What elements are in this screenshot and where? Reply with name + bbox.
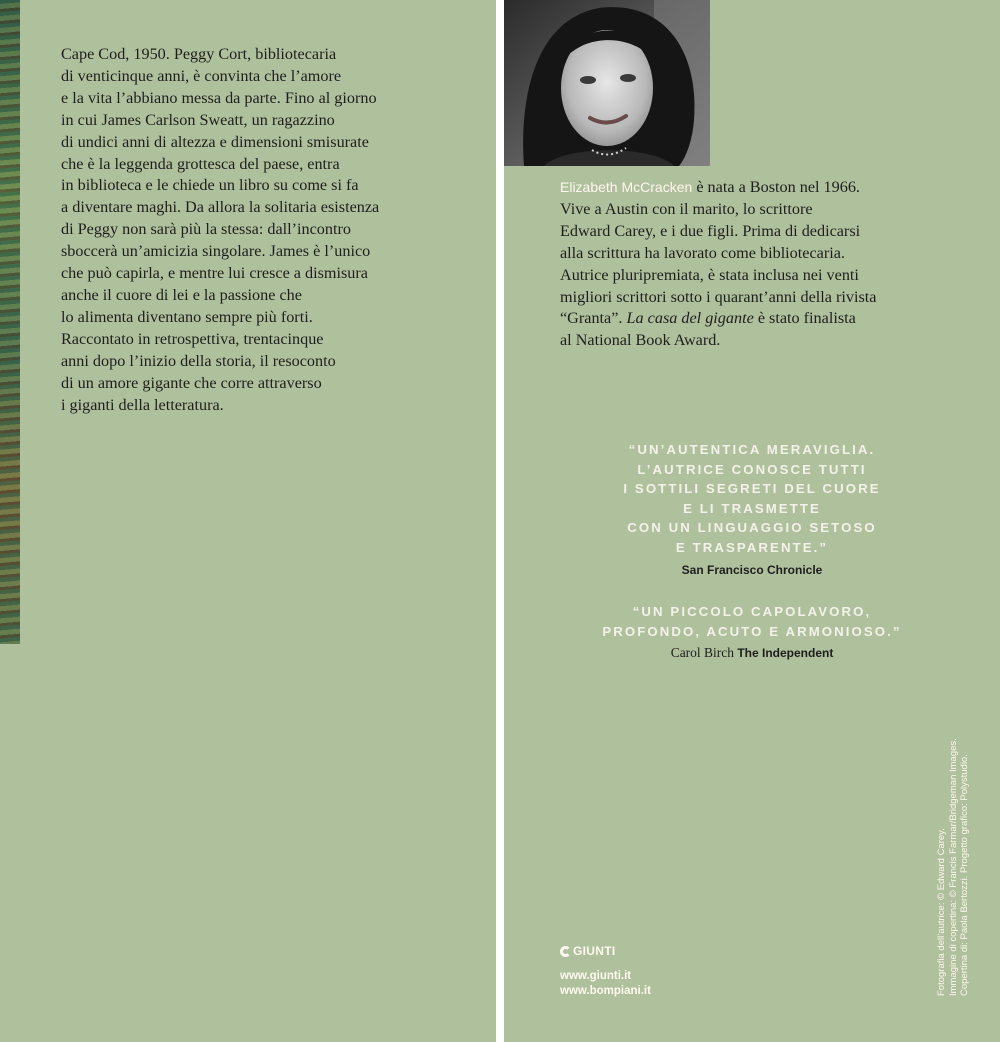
giunti-logo-icon xyxy=(560,946,571,957)
quote-line: CON UN LINGUAGGIO SETOSO xyxy=(627,520,877,536)
review-quote-2 xyxy=(562,602,942,663)
synopsis-line: in cui James Carlson Sweatt, un ragazzino xyxy=(61,110,335,129)
quote-line: E LI TRASMETTE xyxy=(683,500,821,516)
synopsis-text xyxy=(61,44,451,416)
quote-source-name: The Independent xyxy=(737,646,834,661)
cover-painting-strip xyxy=(0,0,20,644)
quote-line: L’AUTRICE CONOSCE TUTTI xyxy=(637,461,867,477)
quote-line: “UN PICCOLO CAPOLAVORO, xyxy=(632,604,872,619)
credit-line: Immagine di copertina: © Francis Farmar/Bridgeman Images. xyxy=(947,738,959,996)
bio-line: Vive a Austin con il marito, lo scrittore xyxy=(560,199,813,218)
quote-line: E TRASPARENTE.” xyxy=(675,539,829,555)
bio-line: alla scrittura ha lavorato come bibliotecaria. xyxy=(560,243,845,262)
synopsis-line: anni dopo l’inizio della storia, il resoconto xyxy=(61,351,336,370)
synopsis-line: sboccerà un’amicizia singolare. James è l’unico xyxy=(61,242,371,261)
publisher-logo xyxy=(560,944,651,958)
synopsis-line: i giganti della letteratura. xyxy=(61,395,224,414)
bio-line: al National Book Award. xyxy=(560,331,721,350)
back-flap-right xyxy=(504,0,1000,1042)
author-portrait-image xyxy=(504,0,710,166)
author-bio xyxy=(560,177,960,352)
synopsis-line: di Peggy non sarà più la stessa: dall’incontro xyxy=(61,220,351,239)
quote-source-author: Carol Birch xyxy=(670,645,735,661)
bio-line: migliori scrittori sotto i quarant’anni della rivista xyxy=(560,287,877,306)
credit-line: Fotografia dell’autrice: © Edward Carey. xyxy=(936,828,947,996)
synopsis-line: lo alimenta diventano sempre più forti. xyxy=(61,307,313,326)
back-flap-left xyxy=(0,0,496,1042)
quote-line: I SOTTILI SEGRETI DEL CUORE xyxy=(623,481,881,497)
publisher-url-giunti[interactable]: www.giunti.it xyxy=(560,970,632,982)
credit-line: Copertina di: Paola Bertozzi. Progetto grafico: Polystudio. xyxy=(959,754,970,996)
bio-line xyxy=(560,177,960,199)
bio-text: “Granta”. xyxy=(560,309,627,328)
synopsis-line: in biblioteca e le chiede un libro su come si fa xyxy=(61,176,359,195)
bio-text: è stato finalista xyxy=(753,309,856,328)
synopsis-line: Raccontato in retrospettiva, trentacinque xyxy=(61,329,324,348)
synopsis-line: a diventare maghi. Da allora la solitaria esistenza xyxy=(61,198,380,217)
bio-line: Edward Carey, e i due figli. Prima di dedicarsi xyxy=(560,221,861,240)
quote-line: “UN’AUTENTICA MERAVIGLIA. xyxy=(628,442,876,457)
publisher-block xyxy=(560,944,651,999)
publisher-url-bompiani[interactable]: www.bompiani.it xyxy=(560,985,651,997)
synopsis-line: e la vita l’abbiano messa da parte. Fino al giorno xyxy=(61,88,377,107)
synopsis-line: di venticinque anni, è convinta che l’amore xyxy=(61,66,342,85)
synopsis-line: che è la leggenda grottesca del paese, entra xyxy=(61,154,340,173)
quote-source xyxy=(562,560,942,580)
image-credits xyxy=(936,716,971,996)
book-title: La casa del gigante xyxy=(626,309,754,328)
author-name: Elizabeth McCracken xyxy=(560,179,693,195)
review-quote-1 xyxy=(562,440,942,580)
synopsis-line: che può capirla, e mentre lui cresce a dismisura xyxy=(61,264,368,283)
synopsis-line: di un amore gigante che corre attraverso xyxy=(61,373,322,392)
bio-line: Autrice pluripremiata, è stata inclusa nei venti xyxy=(560,265,859,284)
author-photo xyxy=(504,0,710,166)
quote-source-name: San Francisco Chronicle xyxy=(681,562,823,577)
bio-text: è nata a Boston nel 1966. xyxy=(692,178,860,196)
bio-line xyxy=(560,308,960,330)
synopsis-line: Cape Cod, 1950. Peggy Cort, bibliotecaria xyxy=(61,45,337,63)
synopsis-line: anche il cuore di lei e la passione che xyxy=(61,285,302,304)
quote-source xyxy=(562,643,942,663)
synopsis-line: di undici anni di altezza e dimensioni smisurate xyxy=(61,132,369,151)
quote-line: PROFONDO, ACUTO E ARMONIOSO.” xyxy=(602,623,902,639)
publisher-logo-text: GIUNTI xyxy=(573,944,616,958)
